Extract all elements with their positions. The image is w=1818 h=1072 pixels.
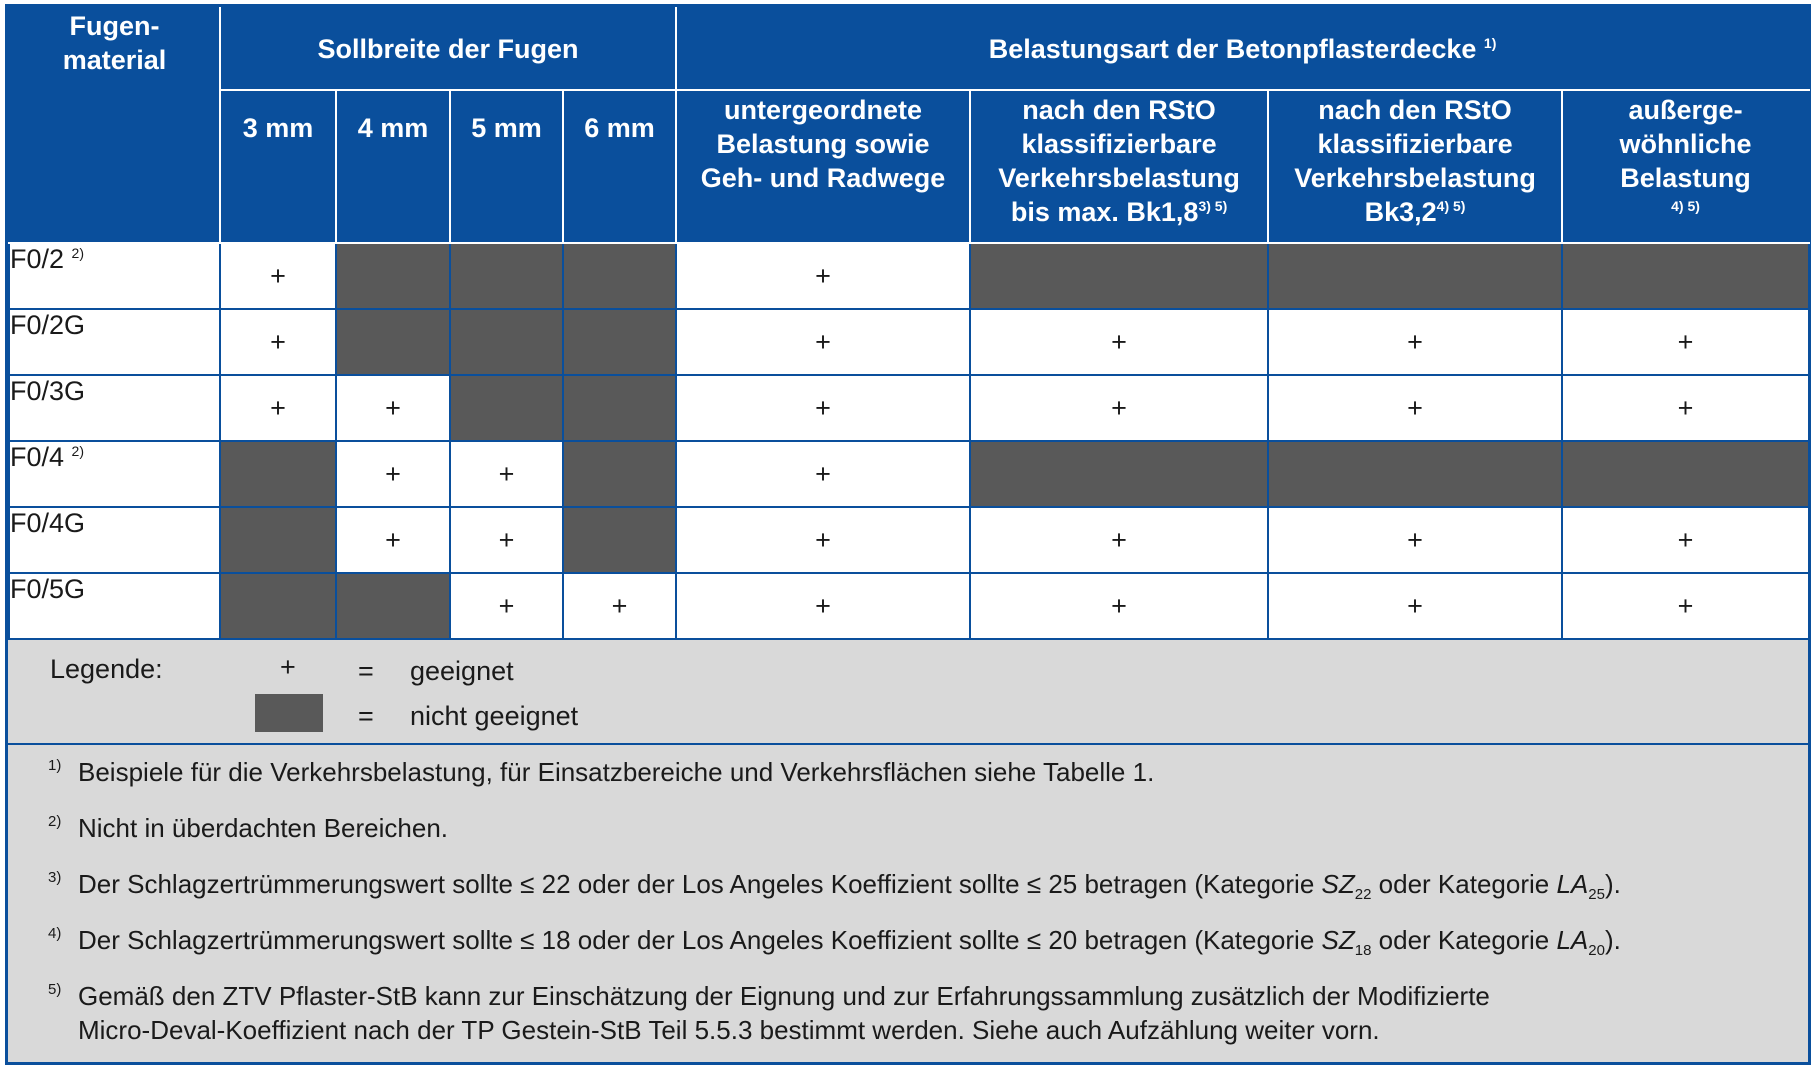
table-row <box>9 507 1809 573</box>
legend-dark-swatch <box>255 694 323 732</box>
table-row <box>9 243 1809 309</box>
footnote-3-la: LA <box>1556 869 1589 899</box>
footnote-3 <box>8 867 1808 904</box>
cell-suitable: + <box>970 309 1268 375</box>
cell-not-suitable <box>563 309 676 375</box>
footnote-2-num: 2) <box>48 813 62 830</box>
header-load-exceptional-text: außerge- wöhnliche Belastung <box>1619 95 1752 193</box>
footnote-4 <box>8 923 1808 960</box>
header-load-minor-text: untergeordnete Belastung sowie Geh- und Radwege <box>700 95 946 193</box>
cell-suitable: + <box>450 507 563 573</box>
cell-not-suitable <box>563 507 676 573</box>
header-load-bk32 <box>1268 90 1562 243</box>
row-label-text: F0/4G <box>10 508 86 538</box>
footnote-3-mid: oder Kategorie <box>1371 869 1557 899</box>
cell-not-suitable <box>1268 243 1562 309</box>
cell-suitable: + <box>336 375 450 441</box>
footnote-3-pre: Der Schlagzertrümmerungswert sollte ≤ 22 oder der Los Angeles Koeffizient sollte ≤ 25 betragen (Kategorie <box>78 869 1322 899</box>
cell-suitable: + <box>336 507 450 573</box>
row-label <box>9 507 220 573</box>
cell-not-suitable <box>450 375 563 441</box>
cell-suitable: + <box>336 441 450 507</box>
footnote-4-la-sub: 20 <box>1588 942 1605 960</box>
cell-suitable: + <box>1268 375 1562 441</box>
footnote-4-post: ). <box>1604 925 1621 955</box>
cell-suitable: + <box>220 243 336 309</box>
row-label-text: F0/3G <box>10 376 86 406</box>
footnote-5-line2: Micro-Deval-Koeffizient nach der TP Gestein-StB Teil 5.5.3 bestimmt werden. Siehe auch Aufzählung weiter vorn. <box>78 1015 1380 1045</box>
cell-suitable: + <box>1562 507 1809 573</box>
cell-suitable: + <box>676 573 970 639</box>
footnote-5-line1: Gemäß den ZTV Pflaster-StB kann zur Einschätzung der Eignung und zur Erfahrungssammlung zusätzlich der Modifizierte <box>78 981 1490 1011</box>
cell-suitable: + <box>1268 309 1562 375</box>
cell-not-suitable <box>970 441 1268 507</box>
cell-not-suitable <box>563 441 676 507</box>
cell-suitable: + <box>450 441 563 507</box>
row-label-text: F0/2G <box>10 310 86 340</box>
header-load-exceptional <box>1562 90 1809 243</box>
legend <box>8 640 1808 745</box>
header-load-bk18-text: nach den RStO klassifizierbare Verkehrsbelastung bis max. Bk1,8 <box>998 95 1240 227</box>
cell-suitable: + <box>1562 375 1809 441</box>
legend-suitable: geeignet <box>410 656 514 686</box>
footnote-4-mid: oder Kategorie <box>1371 925 1557 955</box>
cell-suitable: + <box>220 309 336 375</box>
footnote-4-sz-sub: 18 <box>1354 942 1372 960</box>
header-load-bk18 <box>970 90 1268 243</box>
cell-suitable: + <box>676 375 970 441</box>
cell-not-suitable <box>563 375 676 441</box>
row-label-sup: 2) <box>71 443 84 459</box>
cell-suitable: + <box>450 573 563 639</box>
row-label <box>9 309 220 375</box>
footnote-2-text: Nicht in überdachten Bereichen. <box>78 813 449 843</box>
legend-eq-1: = <box>358 656 374 686</box>
table-body <box>9 243 1809 639</box>
footnote-3-sz-sub: 22 <box>1354 886 1372 904</box>
header-load-group-sup: 1) <box>1483 35 1497 51</box>
footnote-3-la-sub: 25 <box>1588 886 1605 904</box>
cell-not-suitable <box>336 573 450 639</box>
cell-suitable: + <box>676 309 970 375</box>
cell-not-suitable <box>450 309 563 375</box>
header-load-bk32-text: nach den RStO klassifizierbare Verkehrsbelastung Bk3,2 <box>1294 95 1536 227</box>
cell-suitable: + <box>563 573 676 639</box>
cell-suitable: + <box>1268 507 1562 573</box>
legend-not-suitable: nicht geeignet <box>410 701 579 731</box>
header-load-exceptional-sup: 4) 5) <box>1671 198 1700 214</box>
legend-plus: + <box>280 652 296 682</box>
row-label <box>9 573 220 639</box>
cell-not-suitable <box>220 573 336 639</box>
footnote-1 <box>8 755 1808 789</box>
cell-not-suitable <box>1268 441 1562 507</box>
row-label-text: F0/2 <box>10 244 65 274</box>
header-width-4mm: 4 mm <box>336 90 450 243</box>
header-material-text: Fugen- material <box>62 11 167 75</box>
header-material <box>9 8 220 243</box>
cell-not-suitable <box>1562 441 1809 507</box>
joint-material-table <box>5 4 1811 1065</box>
header-width-3mm: 3 mm <box>220 90 336 243</box>
footnote-4-sz: SZ <box>1321 925 1355 955</box>
header-load-group-text: Belastungsart der Betonpflasterdecke <box>988 34 1477 64</box>
footnote-3-post: ). <box>1604 869 1621 899</box>
cell-suitable: + <box>220 375 336 441</box>
cell-not-suitable <box>450 243 563 309</box>
cell-suitable: + <box>970 375 1268 441</box>
footnote-4-pre: Der Schlagzertrümmerungswert sollte ≤ 18 oder der Los Angeles Koeffizient sollte ≤ 20 betragen (Kategorie <box>78 925 1322 955</box>
footnote-3-sz: SZ <box>1321 869 1355 899</box>
footnote-1-num: 1) <box>48 757 62 774</box>
cell-not-suitable <box>970 243 1268 309</box>
footnotes <box>8 745 1808 1047</box>
cell-suitable: + <box>1562 309 1809 375</box>
header-width-5mm: 5 mm <box>450 90 563 243</box>
header-width-group: Sollbreite der Fugen <box>220 8 676 90</box>
header-load-bk18-sup: 3) 5) <box>1198 198 1228 214</box>
cell-not-suitable <box>220 507 336 573</box>
header-load-minor <box>676 90 970 243</box>
row-label-sup: 2) <box>71 245 84 261</box>
suitability-table <box>8 7 1810 640</box>
footnote-4-la: LA <box>1556 925 1589 955</box>
legend-eq-2: = <box>358 701 374 731</box>
row-label <box>9 441 220 507</box>
cell-not-suitable <box>336 309 450 375</box>
cell-not-suitable <box>1562 243 1809 309</box>
row-label-text: F0/5G <box>10 574 86 604</box>
table-row <box>9 573 1809 639</box>
legend-title: Legende: <box>50 654 163 684</box>
cell-suitable: + <box>1562 573 1809 639</box>
cell-not-suitable <box>220 441 336 507</box>
header-width-6mm: 6 mm <box>563 90 676 243</box>
footnote-1-text: Beispiele für die Verkehrsbelastung, für Einsatzbereiche und Verkehrsflächen siehe Tabelle 1. <box>78 757 1155 787</box>
table-row <box>9 375 1809 441</box>
footnote-5-num: 5) <box>48 981 62 998</box>
cell-suitable: + <box>676 441 970 507</box>
cell-suitable: + <box>970 573 1268 639</box>
cell-suitable: + <box>970 507 1268 573</box>
table-row <box>9 309 1809 375</box>
cell-suitable: + <box>676 507 970 573</box>
footnote-2 <box>8 811 1808 845</box>
cell-suitable: + <box>676 243 970 309</box>
row-label <box>9 243 220 309</box>
cell-not-suitable <box>563 243 676 309</box>
footnote-3-num: 3) <box>48 869 62 886</box>
footnote-4-num: 4) <box>48 925 62 942</box>
footnote-5 <box>8 979 1808 1047</box>
cell-not-suitable <box>336 243 450 309</box>
cell-suitable: + <box>1268 573 1562 639</box>
row-label <box>9 375 220 441</box>
header-load-bk32-sup: 4) 5) <box>1436 198 1466 214</box>
header-load-group <box>676 8 1809 90</box>
table-row <box>9 441 1809 507</box>
row-label-text: F0/4 <box>10 442 65 472</box>
